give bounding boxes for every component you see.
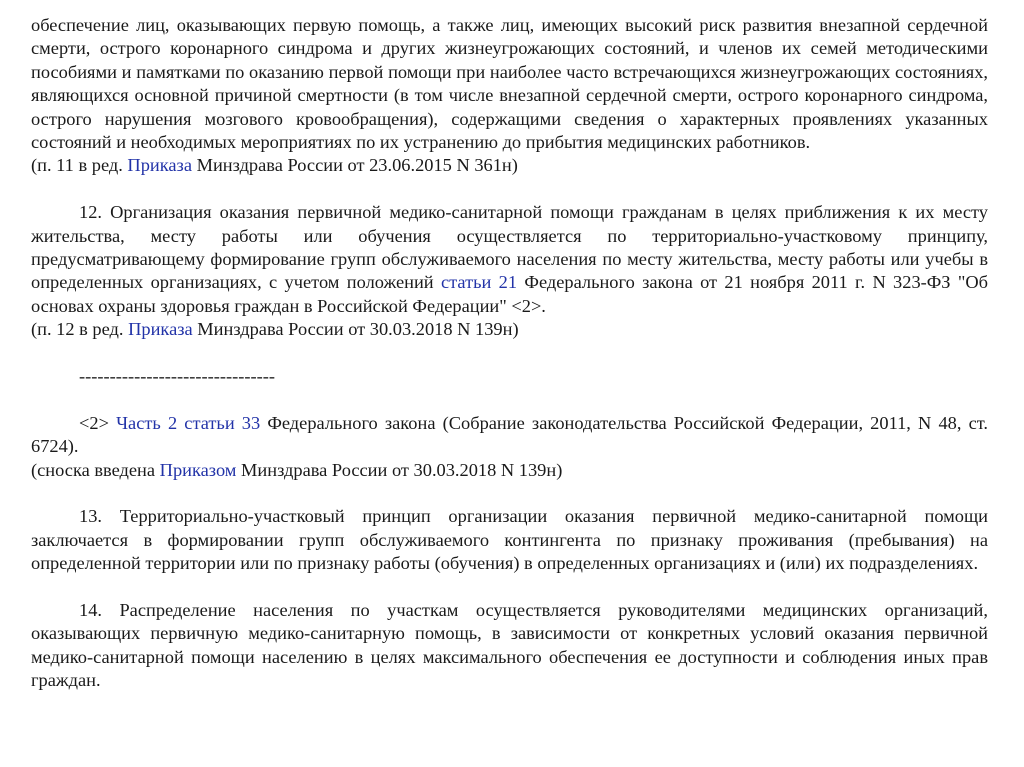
paragraph-12-text-before: 12. Организация оказания первичной медико-санитарной помощи гражданам в целях приближения к их месту жительства, месту работы или обучения осуществляется по территориально-участковому принципу, предусматривающему формирование групп обслуживаемого населения по месту жительства, месту работы или учебы в определенных организациях, с учетом положений — [31, 202, 988, 293]
spacer — [31, 342, 988, 365]
note-suffix: Минздрава России от 30.03.2018 N 139н) — [236, 459, 563, 480]
spacer — [31, 576, 988, 599]
footnote-2 — [31, 412, 988, 459]
footnote-marker: <2> — [79, 412, 117, 433]
order-link[interactable]: Приказом — [159, 459, 237, 480]
amendment-note-12 — [31, 318, 988, 341]
note-prefix: (сноска введена — [31, 459, 160, 480]
paragraph-11-tail: обеспечение лиц, оказывающих первую помощь, а также лиц, имеющих высокий риск развития внезапной сердечной смерти, острого коронарного синдрома и других жизнеугрожающих состояний, и членов их семей методическими пособиями и памятками по оказанию первой помощи при наиболее часто встречающихся жизнеугрожающих состояниях, являющихся основной причиной смертности (в том числе внезапной сердечной смерти, острого коронарного синдрома, острого нарушения мозгового кровообращения), содержащими сведения о характерных проявлениях указанных состояний и необходимых мероприятиях по их устранению до прибытия медицинских работников. — [31, 15, 988, 153]
spacer — [31, 178, 988, 201]
note-suffix: Минздрава России от 30.03.2018 N 139н) — [192, 319, 519, 340]
order-link[interactable]: Приказа — [127, 155, 192, 176]
note-suffix: Минздрава России от 23.06.2015 N 361н) — [192, 155, 518, 176]
paragraph-12 — [31, 201, 988, 318]
note-prefix: (п. 12 в ред. — [31, 319, 129, 340]
order-link[interactable]: Приказа — [128, 319, 193, 340]
paragraph-13: 13. Территориально-участковый принцип организации оказания первичной медико-санитарной помощи заключается в формировании групп обслуживаемого контингента по признаку проживания (пребывания) на определенной территории или по признаку работы (обучения) в определенных организациях и (или) их подразделениях. — [31, 506, 988, 574]
spacer — [31, 482, 988, 505]
paragraph-14: 14. Распределение населения по участкам осуществляется руководителями медицинских организаций, оказывающих первичную медико-санитарную помощь, в зависимости от конкретных условий оказания первичной медико-санитарной помощи населению в целях максимального обеспечения ее доступности и соблюдения иных прав граждан. — [31, 600, 988, 691]
paragraph-12-text-after: Федерального закона от 21 ноября 2011 г. N 323-ФЗ "Об основах охраны здоровья граждан в Российской Федерации" <2>. — [31, 272, 988, 316]
spacer — [31, 388, 988, 411]
amendment-note-11 — [31, 154, 988, 177]
footnote-2-note — [31, 459, 988, 482]
footnote-separator: -------------------------------- — [79, 366, 275, 387]
part-2-article-33-link[interactable]: Часть 2 статьи 33 — [116, 412, 261, 433]
note-prefix: (п. 11 в ред. — [31, 155, 128, 176]
article-21-link[interactable]: статьи 21 — [440, 272, 518, 293]
footnote-2-text: Федерального закона (Собрание законодательства Российской Федерации, 2011, N 48, ст. 6724). — [31, 412, 988, 457]
